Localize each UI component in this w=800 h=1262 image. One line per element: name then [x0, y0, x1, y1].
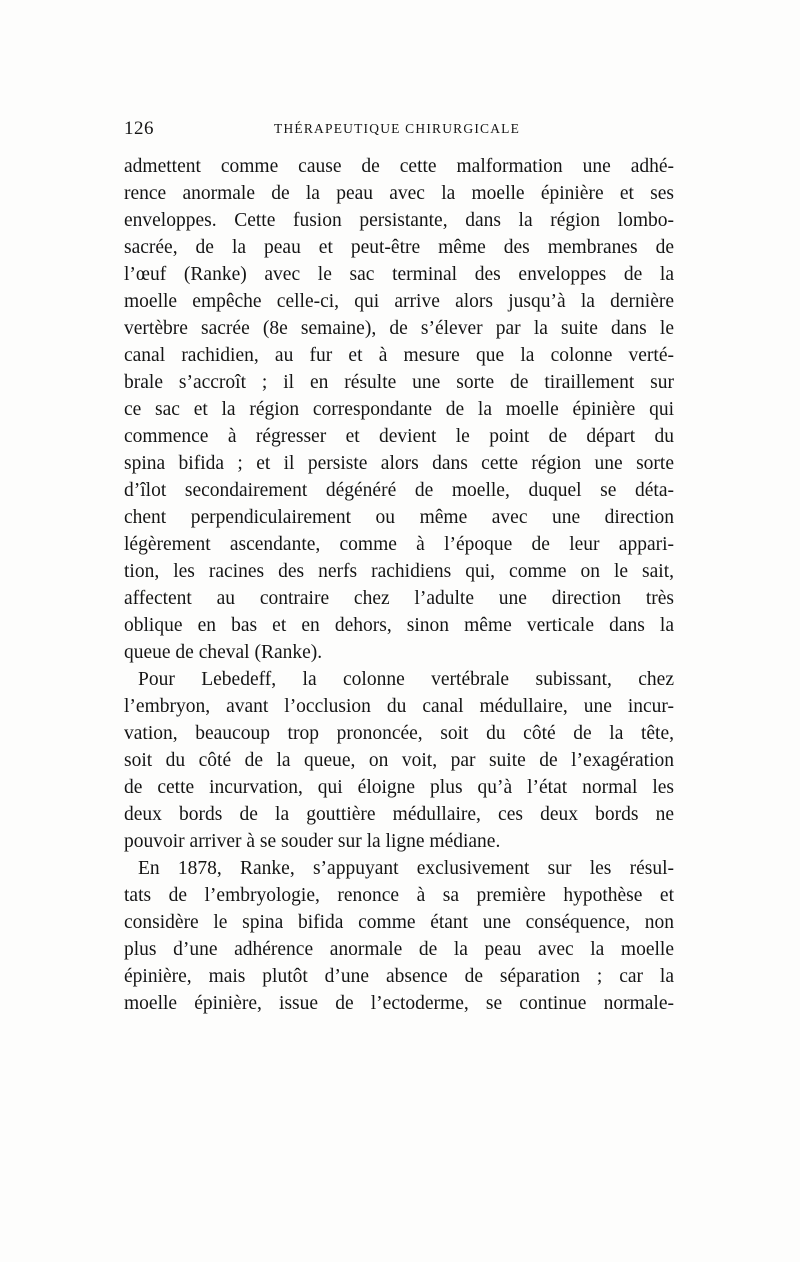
text-line: chent perpendiculairement ou même avec une direction — [124, 507, 674, 528]
text-line: moelle épinière, issue de l’ectoderme, se continue normale- — [124, 993, 674, 1014]
text-line: tion, les racines des nerfs rachidiens qui, comme on le sait, — [124, 561, 674, 582]
running-title: THÉRAPEUTIQUE CHIRURGICALE — [274, 121, 521, 136]
text-line: spina bifida ; et il persiste alors dans cette région une sorte — [124, 453, 674, 474]
text-line: deux bords de la gouttière médullaire, ces deux bords ne — [124, 804, 674, 825]
text-line: légèrement ascendante, comme à l’époque de leur appari- — [124, 534, 674, 555]
text-line: moelle empêche celle-ci, qui arrive alors jusqu’à la dernière — [124, 291, 674, 312]
body-text — [124, 153, 674, 1017]
text-line: vertèbre sacrée (8e semaine), de s’élever par la suite dans le — [124, 318, 674, 339]
text-line: affectent au contraire chez l’adulte une direction très — [124, 588, 674, 609]
text-line: plus d’une adhérence anormale de la peau avec la moelle — [124, 939, 674, 960]
text-line: d’îlot secondairement dégénéré de moelle, duquel se déta- — [124, 480, 674, 501]
text-line: considère le spina bifida comme étant une conséquence, non — [124, 912, 674, 933]
running-head — [124, 118, 674, 142]
page-number: 126 — [124, 118, 154, 139]
text-line: épinière, mais plutôt d’une absence de séparation ; car la — [124, 966, 674, 987]
text-line: l’embryon, avant l’occlusion du canal médullaire, une incur- — [124, 696, 674, 717]
text-line: tats de l’embryologie, renonce à sa première hypothèse et — [124, 885, 674, 906]
text-line: ce sac et la région correspondante de la moelle épinière qui — [124, 399, 674, 420]
text-line: soit du côté de la queue, on voit, par suite de l’exagération — [124, 750, 674, 771]
text-line: brale s’accroît ; il en résulte une sorte de tiraillement sur — [124, 372, 674, 393]
text-line: de cette incurvation, qui éloigne plus qu’à l’état normal les — [124, 777, 674, 798]
text-line: rence anormale de la peau avec la moelle épinière et ses — [124, 183, 674, 204]
text-line: admettent comme cause de cette malformation une adhé- — [124, 156, 674, 177]
text-line: queue de cheval (Ranke). — [124, 642, 323, 663]
text-line: commence à régresser et devient le point de départ du — [124, 426, 674, 447]
text-line: vation, beaucoup trop prononcée, soit du côté de la tête, — [124, 723, 674, 744]
text-line: enveloppes. Cette fusion persistante, dans la région lombo- — [124, 210, 674, 231]
text-line: l’œuf (Ranke) avec le sac terminal des enveloppes de la — [124, 264, 674, 285]
text-line: oblique en bas et en dehors, sinon même verticale dans la — [124, 615, 674, 636]
text-line: Pour Lebedeff, la colonne vertébrale subissant, chez — [138, 669, 674, 690]
text-line: canal rachidien, au fur et à mesure que la colonne verté- — [124, 345, 674, 366]
text-line: sacrée, de la peau et peut-être même des membranes de — [124, 237, 674, 258]
text-line: En 1878, Ranke, s’appuyant exclusivement sur les résul- — [138, 858, 674, 879]
text-line: pouvoir arriver à se souder sur la ligne médiane. — [124, 831, 501, 852]
